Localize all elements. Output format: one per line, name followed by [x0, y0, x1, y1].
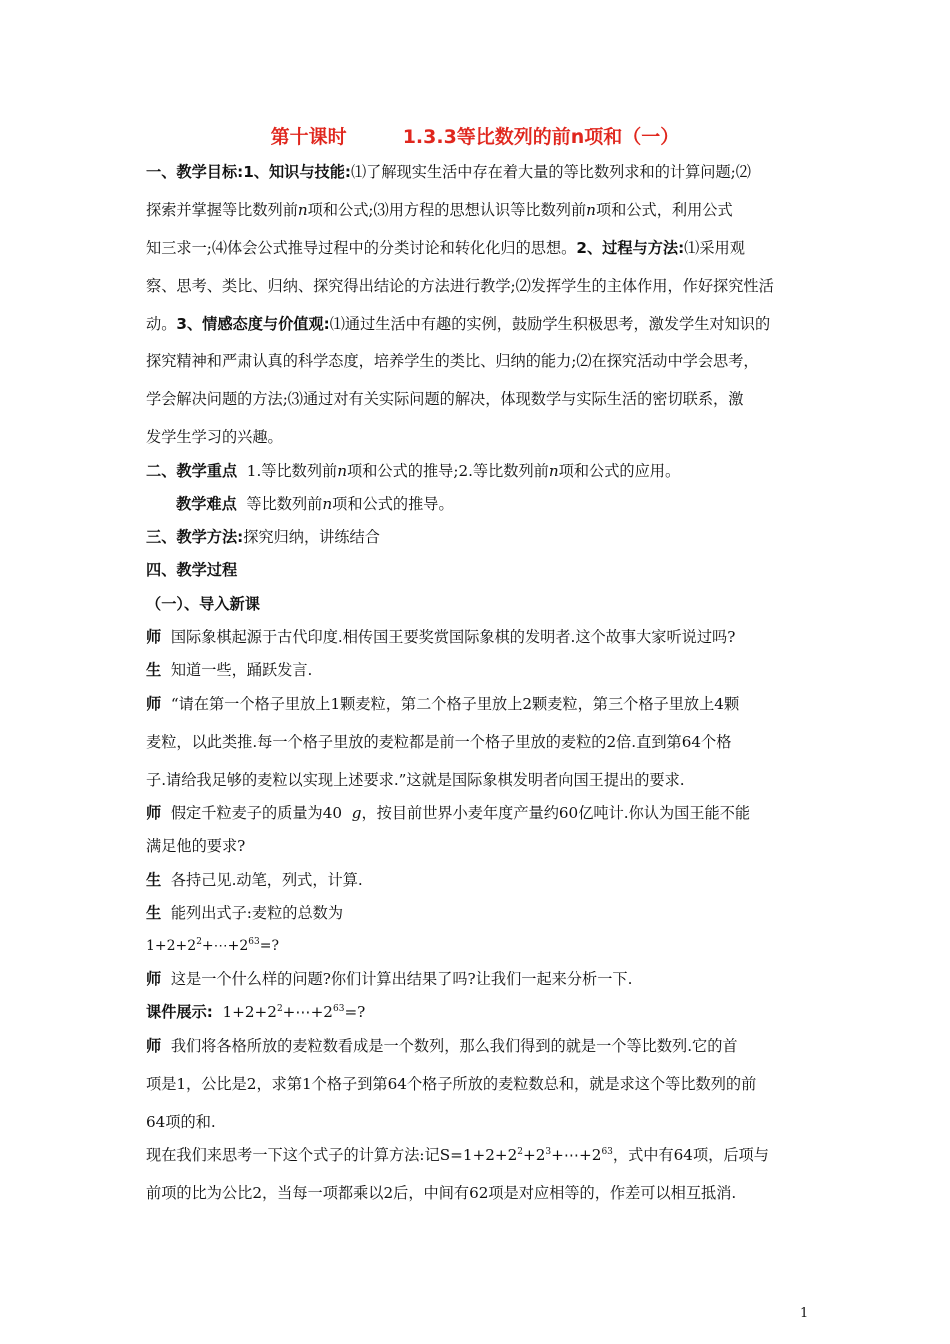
dialogue-student-1: 生 知道一些，踊跃发言. [146, 661, 313, 679]
difficulty-line: 教学难点 等比数列前n项和公式的推导。 [176, 495, 454, 513]
page-number: 1 [800, 1306, 809, 1321]
dialogue-teacher-3-cont: 满足他的要求? [146, 837, 246, 855]
knowledge-heading: 1、知识与技能: [243, 163, 351, 181]
title-topic: 1.3.3等比数列的前n项和（一） [402, 126, 680, 148]
keypoints-line: 二、教学重点 1.等比数列前n项和公式的推导;2.等比数列前n项和公式的应用。 [146, 462, 681, 480]
courseware-display: 课件展示: $1+2+2^2+\cdots+2^{63}=$? [146, 1003, 366, 1021]
intro-subheading: （一）、导入新课 [146, 595, 260, 613]
objectives-line-3: 知三求一;⑷体会公式推导过程中的分类讨论和转化化归的思想。2、过程与方法:⑴采用观 [146, 239, 745, 257]
method-explanation: 现在我们来思考一下这个式子的计算方法:记$S=1+2+2^2+2^3+\cdots+2^{63}$，式中有64项，后项与 [146, 1146, 769, 1164]
objectives-line-1: 一、教学目标:1、知识与技能:⑴了解现实生活中存在着大量的等比数列求和的计算问题;⑵ [146, 163, 751, 181]
dialogue-student-3: 生 能列出式子:麦粒的总数为 [146, 904, 344, 922]
dialogue-teacher-1: 师 国际象棋起源于古代印度.相传国王要奖赏国际象棋的发明者.这个故事大家听说过吗? [146, 628, 736, 646]
dialogue-teacher-5-cont-2: 64项的和. [146, 1113, 216, 1131]
dialogue-student-2: 生 各持己见.动笔，列式，计算. [146, 871, 363, 889]
formula-1: $1+2+2^2+\cdots+2^{63}=$? [146, 937, 279, 954]
difficulty-heading: 教学难点 [176, 495, 237, 513]
dialogue-teacher-5: 师 我们将各格所放的麦粒数看成是一个数列，那么我们得到的就是一个等比数列.它的首 [146, 1037, 738, 1055]
method-explanation-cont: 前项的比为公比2，当每一项都乘以2后，中间有62项是对应相等的，作差可以相互抵消. [146, 1184, 737, 1202]
lesson-title [0, 122, 950, 149]
objectives-line-7: 学会解决问题的方法;⑶通过对有关实际问题的解决，体现数学与实际生活的密切联系，激 [146, 390, 744, 408]
objectives-line-5: 动。3、情感态度与价值观:⑴通过生活中有趣的实例，鼓励学生积极思考，激发学生对知识的 [146, 315, 771, 333]
attitude-heading: 3、情感态度与价值观: [176, 315, 330, 333]
objectives-line-4: 察、思考、类比、归纳、探究得出结论的方法进行教学;⑵发挥学生的主体作用，作好探究性活 [146, 277, 774, 295]
objectives-line-2: 探索并掌握等比数列前n项和公式;⑶用方程的思想认识等比数列前n项和公式，利用公式 [146, 201, 733, 219]
dialogue-teacher-2-cont-1: 麦粒，以此类推.每一个格子里放的麦粒都是前一个格子里放的麦粒的2倍.直到第64个格 [146, 733, 732, 751]
dialogue-teacher-4: 师 这是一个什么样的问题?你们计算出结果了吗?让我们一起来分析一下. [146, 970, 633, 988]
process-method-heading: 2、过程与方法: [576, 239, 685, 257]
title-lesson-number: 第十课时 [270, 126, 347, 148]
dialogue-teacher-5-cont-1: 项是1，公比是2，求第1个格子到第64个格子所放的麦粒数总和，就是求这个等比数列的前 [146, 1075, 757, 1093]
method-line: 三、教学方法:探究归纳，讲练结合 [146, 528, 380, 546]
objectives-line-8: 发学生学习的兴趣。 [146, 428, 283, 446]
process-heading: 四、教学过程 [146, 561, 238, 579]
keypoints-heading: 二、教学重点 [146, 462, 238, 480]
objectives-line-6: 探究精神和严肃认真的科学态度，培养学生的类比、归纳的能力;⑵在探究活动中学会思考， [146, 352, 759, 370]
objectives-heading: 一、教学目标: [146, 163, 244, 181]
dialogue-teacher-3: 师 假定千粒麦子的质量为40 g，按目前世界小麦年度产量约60亿吨计.你认为国王能不能 [146, 804, 751, 822]
dialogue-teacher-2-cont-2: 子.请给我足够的麦粒以实现上述要求.”这就是国际象棋发明者向国王提出的要求. [146, 771, 685, 789]
method-heading: 三、教学方法: [146, 528, 244, 546]
dialogue-teacher-2: 师 “请在第一个格子里放上1颗麦粒，第二个格子里放上2颗麦粒，第三个格子里放上4颗 [146, 695, 740, 713]
